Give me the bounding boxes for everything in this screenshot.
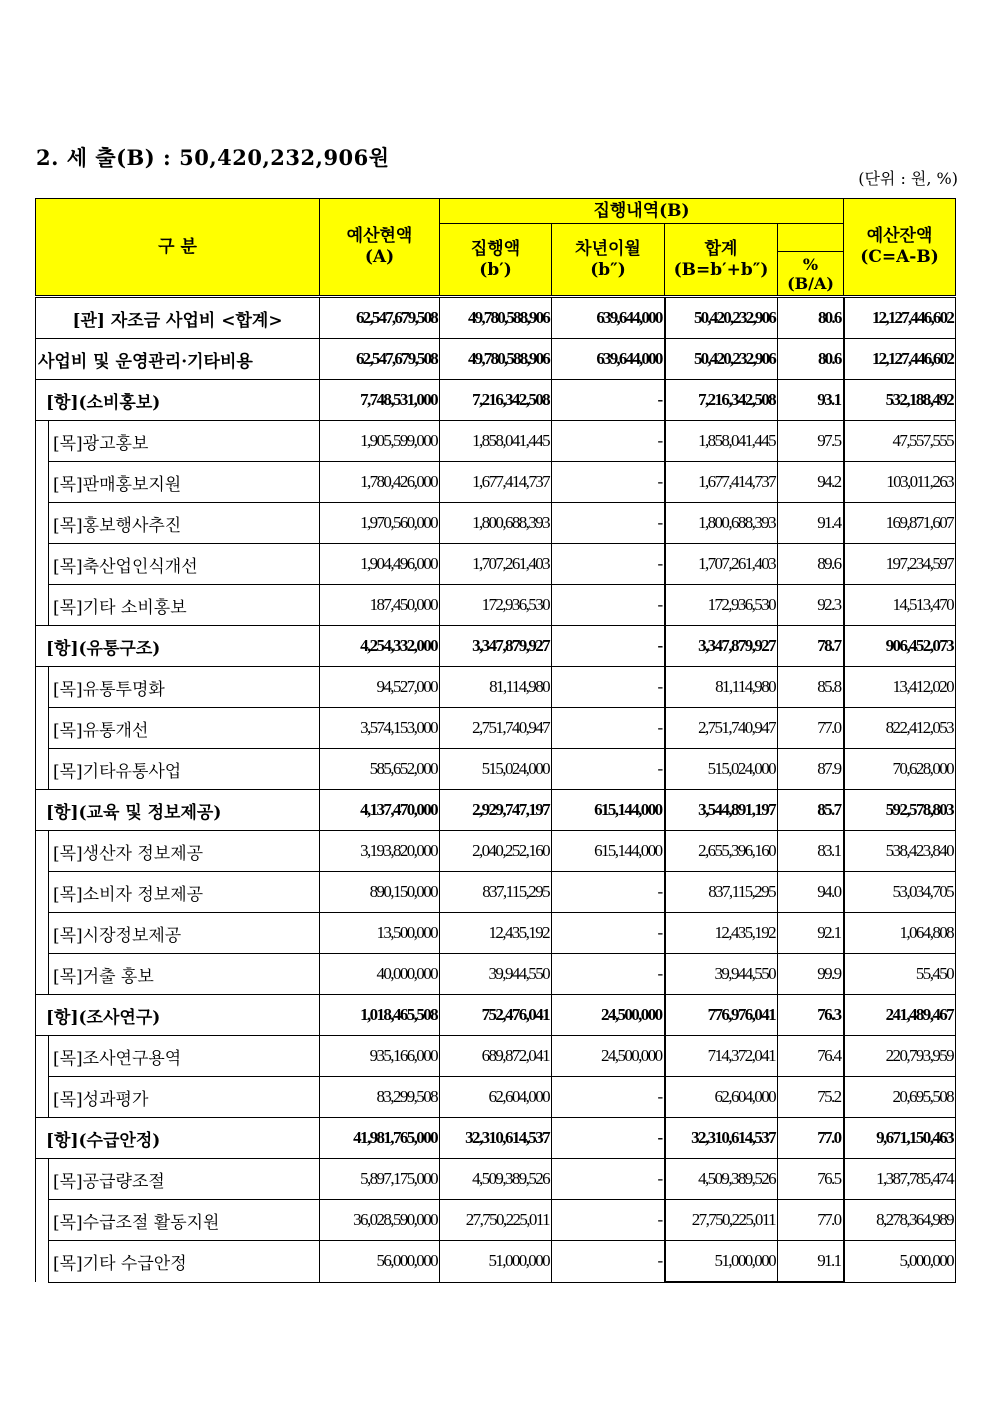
row-category: [목]기타유통사업	[49, 749, 320, 790]
indent-cell	[36, 749, 49, 790]
table-body	[36, 297, 956, 1283]
cell-pct: 91.1	[778, 1241, 844, 1283]
cell-balance: 532,188,492	[844, 380, 956, 421]
cell-balance: 12,127,446,602	[844, 297, 956, 339]
row-category: [목]시장정보제공	[49, 913, 320, 954]
indent-cell	[36, 954, 49, 995]
cell-pct: 94.2	[778, 462, 844, 503]
indent-cell	[36, 708, 49, 749]
cell-pct: 76.5	[778, 1159, 844, 1200]
cell-balance: 1,064,808	[844, 913, 956, 954]
cell-carry: -	[552, 503, 665, 544]
cell-balance: 47,557,555	[844, 421, 956, 462]
cell-budget: 13,500,000	[320, 913, 440, 954]
cell-budget: 187,450,000	[320, 585, 440, 626]
cell-balance: 592,578,803	[844, 790, 956, 831]
cell-balance: 14,513,470	[844, 585, 956, 626]
cell-carry: -	[552, 872, 665, 913]
cell-exec: 837,115,295	[440, 872, 552, 913]
cell-carry: -	[552, 1159, 665, 1200]
table-row	[36, 585, 956, 626]
cell-exec: 32,310,614,537	[440, 1118, 552, 1159]
cell-total: 837,115,295	[665, 872, 778, 913]
indent-cell	[36, 1159, 49, 1200]
cell-total: 1,858,041,445	[665, 421, 778, 462]
row-category: [목]조사연구용역	[49, 1036, 320, 1077]
cell-pct: 92.1	[778, 913, 844, 954]
cell-exec: 81,114,980	[440, 667, 552, 708]
cell-budget: 585,652,000	[320, 749, 440, 790]
cell-carry: -	[552, 1118, 665, 1159]
header-budget: 예산현액 (A)	[320, 199, 440, 297]
cell-balance: 55,450	[844, 954, 956, 995]
row-category: [목]기타 소비홍보	[49, 585, 320, 626]
row-category: [목]소비자 정보제공	[49, 872, 320, 913]
cell-total: 515,024,000	[665, 749, 778, 790]
cell-pct: 89.6	[778, 544, 844, 585]
cell-total: 3,347,879,927	[665, 626, 778, 667]
cell-exec: 2,040,252,160	[440, 831, 552, 872]
cell-balance: 13,412,020	[844, 667, 956, 708]
cell-total: 3,544,891,197	[665, 790, 778, 831]
cell-total: 62,604,000	[665, 1077, 778, 1118]
cell-balance: 8,278,364,989	[844, 1200, 956, 1241]
cell-balance: 538,423,840	[844, 831, 956, 872]
table-row	[36, 626, 956, 667]
row-category: [관] 자조금 사업비 <합계>	[36, 297, 320, 339]
header-pct: % (B/A)	[778, 252, 844, 297]
cell-pct: 80.6	[778, 297, 844, 339]
table-row	[36, 872, 956, 913]
table-row	[36, 297, 956, 339]
cell-balance: 822,412,053	[844, 708, 956, 749]
cell-budget: 1,780,426,000	[320, 462, 440, 503]
indent-cell	[36, 462, 49, 503]
cell-pct: 85.8	[778, 667, 844, 708]
cell-total: 39,944,550	[665, 954, 778, 995]
row-category: [목]기타 수급안정	[49, 1241, 320, 1283]
cell-pct: 77.0	[778, 1118, 844, 1159]
cell-carry: 615,144,000	[552, 790, 665, 831]
table-row	[36, 749, 956, 790]
table-row	[36, 1159, 956, 1200]
cell-carry: 639,644,000	[552, 339, 665, 380]
table-row	[36, 995, 956, 1036]
cell-pct: 87.9	[778, 749, 844, 790]
cell-budget: 4,254,332,000	[320, 626, 440, 667]
header-carry: 차년이월 (b″)	[552, 224, 665, 297]
table-row	[36, 339, 956, 380]
row-category: [목]축산업인식개선	[49, 544, 320, 585]
cell-total: 12,435,192	[665, 913, 778, 954]
table-row	[36, 462, 956, 503]
cell-carry: -	[552, 667, 665, 708]
cell-carry: -	[552, 380, 665, 421]
section-title: 2. 세 출(B) : 50,420,232,906원	[36, 145, 390, 170]
row-category: [목]공급량조절	[49, 1159, 320, 1200]
cell-pct: 91.4	[778, 503, 844, 544]
cell-budget: 935,166,000	[320, 1036, 440, 1077]
cell-budget: 83,299,508	[320, 1077, 440, 1118]
cell-exec: 515,024,000	[440, 749, 552, 790]
cell-carry: -	[552, 1241, 665, 1283]
header-exec-group: 집행내역(B)	[440, 199, 844, 224]
cell-carry: 639,644,000	[552, 297, 665, 339]
unit-note: (단위 : 원, %)	[858, 169, 958, 188]
cell-budget: 41,981,765,000	[320, 1118, 440, 1159]
cell-pct: 92.3	[778, 585, 844, 626]
indent-cell	[36, 585, 49, 626]
cell-carry: -	[552, 626, 665, 667]
cell-carry: -	[552, 462, 665, 503]
cell-total: 32,310,614,537	[665, 1118, 778, 1159]
row-category: [목]거출 홍보	[49, 954, 320, 995]
cell-total: 50,420,232,906	[665, 297, 778, 339]
cell-carry: -	[552, 1077, 665, 1118]
table-row	[36, 954, 956, 995]
cell-budget: 62,547,679,508	[320, 339, 440, 380]
indent-cell	[36, 913, 49, 954]
indent-cell	[36, 421, 49, 462]
cell-exec: 39,944,550	[440, 954, 552, 995]
row-category: [목]광고홍보	[49, 421, 320, 462]
cell-budget: 7,748,531,000	[320, 380, 440, 421]
table-row	[36, 1118, 956, 1159]
cell-total: 2,655,396,160	[665, 831, 778, 872]
row-category: 사업비 및 운영관리·기타비용	[36, 339, 320, 380]
cell-exec: 3,347,879,927	[440, 626, 552, 667]
cell-balance: 103,011,263	[844, 462, 956, 503]
cell-pct: 76.4	[778, 1036, 844, 1077]
cell-budget: 1,904,496,000	[320, 544, 440, 585]
indent-cell	[36, 872, 49, 913]
cell-balance: 5,000,000	[844, 1241, 956, 1283]
cell-balance: 12,127,446,602	[844, 339, 956, 380]
cell-carry: -	[552, 585, 665, 626]
table-row	[36, 708, 956, 749]
cell-exec: 51,000,000	[440, 1241, 552, 1283]
cell-exec: 1,707,261,403	[440, 544, 552, 585]
row-category: [목]판매홍보지원	[49, 462, 320, 503]
cell-budget: 62,547,679,508	[320, 297, 440, 339]
cell-total: 27,750,225,011	[665, 1200, 778, 1241]
indent-cell	[36, 831, 49, 872]
cell-exec: 27,750,225,011	[440, 1200, 552, 1241]
cell-exec: 2,751,740,947	[440, 708, 552, 749]
cell-budget: 890,150,000	[320, 872, 440, 913]
cell-pct: 77.0	[778, 1200, 844, 1241]
cell-balance: 220,793,959	[844, 1036, 956, 1077]
cell-carry: -	[552, 749, 665, 790]
header-balance: 예산잔액 (C=A-B)	[844, 199, 956, 297]
row-category: [목]홍보행사추진	[49, 503, 320, 544]
cell-total: 1,800,688,393	[665, 503, 778, 544]
cell-exec: 12,435,192	[440, 913, 552, 954]
cell-carry: 24,500,000	[552, 995, 665, 1036]
indent-cell	[36, 1241, 49, 1283]
table-row	[36, 1200, 956, 1241]
cell-budget: 56,000,000	[320, 1241, 440, 1283]
indent-cell	[36, 544, 49, 585]
table-row	[36, 1077, 956, 1118]
header-exec: 집행액 (b′)	[440, 224, 552, 297]
cell-exec: 62,604,000	[440, 1077, 552, 1118]
indent-cell	[36, 667, 49, 708]
cell-carry: -	[552, 954, 665, 995]
cell-carry: -	[552, 421, 665, 462]
cell-budget: 3,193,820,000	[320, 831, 440, 872]
expenditure-table	[35, 198, 956, 1283]
row-category: [항](조사연구)	[36, 995, 320, 1036]
cell-exec: 4,509,389,526	[440, 1159, 552, 1200]
cell-balance: 197,234,597	[844, 544, 956, 585]
cell-pct: 94.0	[778, 872, 844, 913]
cell-carry: -	[552, 1200, 665, 1241]
cell-exec: 689,872,041	[440, 1036, 552, 1077]
row-category: [목]성과평가	[49, 1077, 320, 1118]
cell-pct: 77.0	[778, 708, 844, 749]
cell-total: 776,976,041	[665, 995, 778, 1036]
header-category: 구 분	[36, 199, 320, 297]
table-row	[36, 503, 956, 544]
cell-pct: 97.5	[778, 421, 844, 462]
cell-total: 81,114,980	[665, 667, 778, 708]
table-row	[36, 1241, 956, 1283]
cell-pct: 99.9	[778, 954, 844, 995]
cell-exec: 2,929,747,197	[440, 790, 552, 831]
row-category: [목]유통개선	[49, 708, 320, 749]
cell-exec: 7,216,342,508	[440, 380, 552, 421]
header-pct-spacer	[778, 224, 844, 252]
cell-total: 1,677,414,737	[665, 462, 778, 503]
cell-pct: 80.6	[778, 339, 844, 380]
cell-carry: 615,144,000	[552, 831, 665, 872]
cell-exec: 1,677,414,737	[440, 462, 552, 503]
row-category: [목]수급조절 활동지원	[49, 1200, 320, 1241]
table-row	[36, 790, 956, 831]
cell-pct: 76.3	[778, 995, 844, 1036]
table-row	[36, 667, 956, 708]
cell-total: 172,936,530	[665, 585, 778, 626]
cell-budget: 4,137,470,000	[320, 790, 440, 831]
row-category: [목]유통투명화	[49, 667, 320, 708]
cell-pct: 93.1	[778, 380, 844, 421]
cell-exec: 752,476,041	[440, 995, 552, 1036]
table-row	[36, 1036, 956, 1077]
cell-budget: 94,527,000	[320, 667, 440, 708]
cell-carry: -	[552, 708, 665, 749]
cell-total: 4,509,389,526	[665, 1159, 778, 1200]
cell-budget: 3,574,153,000	[320, 708, 440, 749]
cell-pct: 75.2	[778, 1077, 844, 1118]
cell-total: 1,707,261,403	[665, 544, 778, 585]
table-row	[36, 544, 956, 585]
cell-total: 714,372,041	[665, 1036, 778, 1077]
cell-balance: 9,671,150,463	[844, 1118, 956, 1159]
cell-balance: 20,695,508	[844, 1077, 956, 1118]
header-total: 합계 (B=b′+b″)	[665, 224, 778, 297]
cell-carry: -	[552, 544, 665, 585]
row-category: [항](수급안정)	[36, 1118, 320, 1159]
cell-carry: -	[552, 913, 665, 954]
row-category: [항](유통구조)	[36, 626, 320, 667]
indent-cell	[36, 1036, 49, 1077]
cell-balance: 53,034,705	[844, 872, 956, 913]
cell-exec: 49,780,588,906	[440, 297, 552, 339]
cell-balance: 906,452,073	[844, 626, 956, 667]
cell-carry: 24,500,000	[552, 1036, 665, 1077]
table-row	[36, 831, 956, 872]
table-row	[36, 913, 956, 954]
cell-balance: 169,871,607	[844, 503, 956, 544]
cell-total: 2,751,740,947	[665, 708, 778, 749]
cell-total: 51,000,000	[665, 1241, 778, 1283]
row-category: [항](소비홍보)	[36, 380, 320, 421]
cell-pct: 78.7	[778, 626, 844, 667]
cell-exec: 1,800,688,393	[440, 503, 552, 544]
cell-budget: 1,905,599,000	[320, 421, 440, 462]
cell-budget: 5,897,175,000	[320, 1159, 440, 1200]
table-row	[36, 380, 956, 421]
cell-budget: 1,018,465,508	[320, 995, 440, 1036]
cell-budget: 36,028,590,000	[320, 1200, 440, 1241]
cell-balance: 70,628,000	[844, 749, 956, 790]
cell-pct: 85.7	[778, 790, 844, 831]
cell-balance: 1,387,785,474	[844, 1159, 956, 1200]
indent-cell	[36, 1077, 49, 1118]
cell-budget: 1,970,560,000	[320, 503, 440, 544]
cell-total: 7,216,342,508	[665, 380, 778, 421]
indent-cell	[36, 1200, 49, 1241]
cell-pct: 83.1	[778, 831, 844, 872]
cell-exec: 172,936,530	[440, 585, 552, 626]
cell-budget: 40,000,000	[320, 954, 440, 995]
cell-total: 50,420,232,906	[665, 339, 778, 380]
table-row	[36, 421, 956, 462]
cell-exec: 49,780,588,906	[440, 339, 552, 380]
cell-balance: 241,489,467	[844, 995, 956, 1036]
indent-cell	[36, 503, 49, 544]
row-category: [항](교육 및 정보제공)	[36, 790, 320, 831]
row-category: [목]생산자 정보제공	[49, 831, 320, 872]
cell-exec: 1,858,041,445	[440, 421, 552, 462]
